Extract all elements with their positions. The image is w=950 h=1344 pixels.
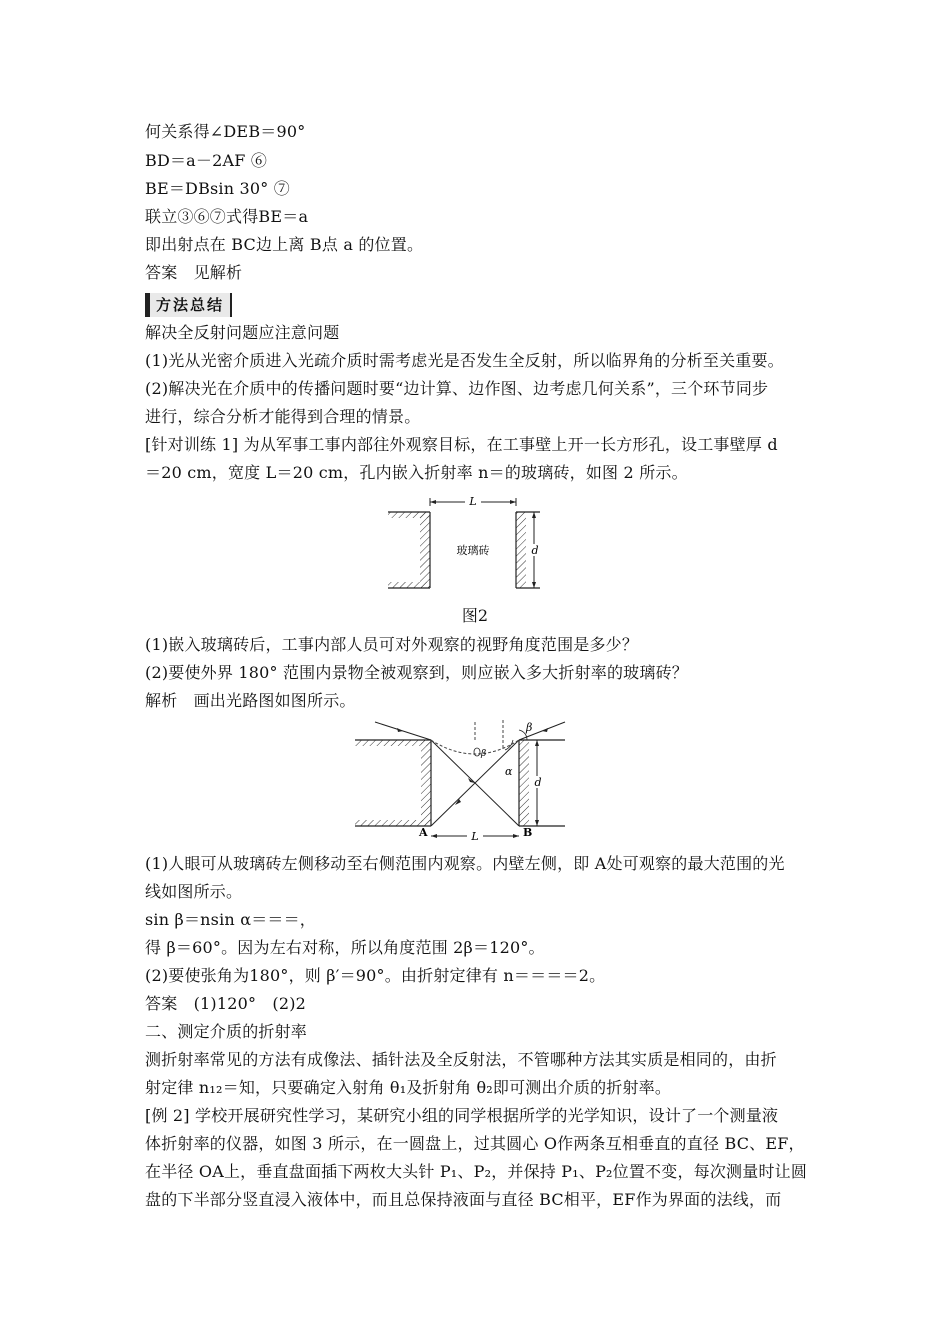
text-line: 得 β＝60°。因为左右对称，所以角度范围 2β＝120°。 <box>145 938 545 957</box>
text-line: (2)解决光在介质中的传播问题时要“边计算、边作图、边考虑几何关系”，三个环节同步 <box>145 379 769 398</box>
text-line: 射定律 n₁₂＝知，只要确定入射角 θ₁及折射角 θ₂即可测出介质的折射率。 <box>145 1078 672 1097</box>
text-line: 解决全反射问题应注意问题 <box>145 323 340 342</box>
text-line: BE＝DBsin 30° ⑦ <box>145 179 290 198</box>
label-alpha: α <box>505 765 513 778</box>
label-A: A <box>419 826 428 839</box>
method-summary-badge: 方法总结 <box>145 293 232 317</box>
text-line: (1)光从光密介质进入光疏介质时需考虑光是否发生全反射，所以临界角的分析至关重要。 <box>145 351 784 370</box>
text-line: 何关系得∠DEB＝90° <box>145 122 306 141</box>
label-L: L <box>471 830 479 843</box>
label-beta-inner: β <box>481 749 487 759</box>
text-line: 盘的下半部分竖直浸入液体中，而且总保持液面与直径 BC相平，EF作为界面的法线，而 <box>145 1190 782 1209</box>
text-line: 体折射率的仪器，如图 3 所示，在一圆盘上，过其圆心 O作两条互相垂直的直径 BC、EF， <box>145 1134 805 1153</box>
figure-2-glass-brick <box>380 494 580 594</box>
text-line: ＝20 cm，宽度 L＝20 cm，孔内嵌入折射率 n＝的玻璃砖，如图 2 所示。 <box>145 463 688 482</box>
figure-2-caption: 图2 <box>461 606 489 625</box>
answer-line: 答案 (1)120° (2)2 <box>145 994 307 1013</box>
answer-line: 答案 见解析 <box>145 263 243 282</box>
text-line: BD＝a－2AF ⑥ <box>145 151 268 170</box>
text-line: 在半径 OA上，垂直盘面插下两枚大头针 P₁、P₂，并保持 P₁、P₂位置不变，每次测量时让圆 <box>145 1162 808 1181</box>
label-L: L <box>469 495 477 508</box>
text-line: 联立③⑥⑦式得BE＝a <box>145 207 309 226</box>
text-line: (2)要使张角为180°，则 β′＝90°。由折射定律有 n＝＝＝＝2。 <box>145 966 606 985</box>
text-line: (1)嵌入玻璃砖后，工事内部人员可对外观察的视野角度范围是多少？ <box>145 635 639 654</box>
label-d: d <box>531 544 539 557</box>
text-line: 测折射率常见的方法有成像法、插针法及全反射法，不管哪种方法其实质是相同的，由折 <box>145 1050 777 1069</box>
text-line: [例 2] 学校开展研究性学习，某研究小组的同学根据所学的光学知识，设计了一个测量液 <box>145 1106 779 1125</box>
text-line: (1)人眼可从玻璃砖左侧移动至右侧范围内观察。内壁左侧，即 A处可观察的最大范围的光 <box>145 854 785 873</box>
light-path-figure <box>355 718 575 844</box>
text-line: [针对训练 1] 为从军事工事内部往外观察目标，在工事壁上开一长方形孔，设工事壁厚 d <box>145 435 778 454</box>
label-B: B <box>523 826 533 839</box>
text-line: 解析 画出光路图如图所示。 <box>145 691 356 710</box>
text-line: (2)要使外界 180° 范围内景物全被观察到，则应嵌入多大折射率的玻璃砖？ <box>145 663 688 682</box>
text-line: sin β＝nsin α＝＝＝， <box>145 910 316 929</box>
label-glass-brick: 玻璃砖 <box>456 544 490 557</box>
label-d: d <box>534 776 542 789</box>
section-heading: 二、测定介质的折射率 <box>145 1022 308 1041</box>
text-line: 即出射点在 BC边上离 B点 a 的位置。 <box>145 235 424 254</box>
text-line: 进行，综合分析才能得到合理的情景。 <box>145 407 421 426</box>
text-line: 线如图所示。 <box>145 882 243 901</box>
label-beta-outer: β <box>526 721 533 734</box>
